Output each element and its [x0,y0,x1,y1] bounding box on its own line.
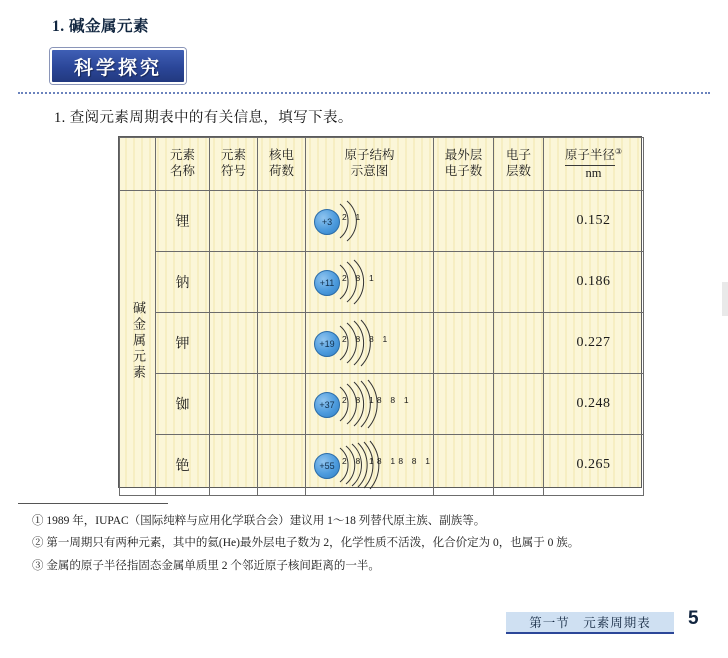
cell-atomic-structure [306,191,434,252]
task-instruction: 1. 查阅元素周期表中的有关信息，填写下表。 [54,110,353,126]
cell-outer-electrons[interactable] [434,252,494,313]
cell-atomic-radius: 0.186 [544,252,644,313]
header-element-symbol-line2: 符号 [220,164,246,178]
header-nuclear-charge-line1: 核电 [268,148,294,163]
shell-electron-numbers: 2 8 1 [342,273,377,283]
shell-electron-numbers: 2 8 18 18 8 1 [342,456,434,466]
cell-element-name: 钾 [156,313,210,374]
cell-shell-count[interactable] [494,374,544,435]
cell-shell-count[interactable] [494,191,544,252]
cell-outer-electrons[interactable] [434,374,494,435]
cell-nuclear-charge[interactable] [258,374,306,435]
cell-atomic-radius: 0.248 [544,374,644,435]
cell-atomic-structure [306,435,434,496]
header-atomic-radius-line1 [544,147,643,166]
cell-element-name: 钠 [156,252,210,313]
footnote-3: ③ 金属的原子半径指固态金属单质里 2 个邻近原子核间距离的一半。 [32,559,380,572]
cell-element-symbol[interactable] [210,191,258,252]
cell-outer-electrons[interactable] [434,313,494,374]
header-atomic-radius-text: 原子半径 [565,148,615,166]
header-element-name-line1: 元素 [169,148,195,163]
header-outer-electrons-line1: 最外层 [444,148,483,163]
cell-element-name: 锂 [156,191,210,252]
header-atomic-structure-line1: 原子结构 [344,148,395,163]
cell-outer-electrons[interactable] [434,435,494,496]
cell-atomic-structure [306,313,434,374]
footnote-marker-3: ③ [614,146,623,156]
divider-dotted [18,92,710,94]
page-edge-mark [722,282,728,316]
nucleus-charge: +19 [314,331,340,357]
cell-atomic-radius: 0.227 [544,313,644,374]
header-atomic-structure-line2: 示意图 [350,164,389,178]
nucleus-charge: +11 [314,270,340,296]
cell-atomic-radius: 0.265 [544,435,644,496]
header-atomic-radius-unit: nm [585,165,602,180]
cell-nuclear-charge[interactable] [258,191,306,252]
footnote-divider [18,503,168,504]
header-outer-electrons [434,138,494,191]
cell-nuclear-charge[interactable] [258,252,306,313]
table-row [120,374,644,435]
footer-label-text: 第一节 元素周期表 [529,616,651,630]
header-shell-count-line2: 层数 [505,164,531,178]
header-shell-count [494,138,544,191]
cell-element-symbol[interactable] [210,435,258,496]
page-number: 5 [688,608,699,629]
atom-diagram [306,192,433,250]
cell-element-symbol[interactable] [210,313,258,374]
header-nuclear-charge [258,138,306,191]
footer-section-label [506,612,674,634]
banner-label: 科学探究 [73,56,162,79]
cell-atomic-radius: 0.152 [544,191,644,252]
cell-outer-electrons[interactable] [434,191,494,252]
header-outer-electrons-line2: 电子数 [444,164,483,178]
header-element-symbol [210,138,258,191]
cell-shell-count[interactable] [494,435,544,496]
cell-element-symbol[interactable] [210,374,258,435]
cell-element-symbol[interactable] [210,252,258,313]
header-shell-count-line1: 电子 [505,148,531,163]
cell-atomic-structure [306,374,434,435]
page-title: 1. 碱金属元素 [52,18,150,35]
cell-nuclear-charge[interactable] [258,313,306,374]
table-row [120,435,644,496]
nucleus-charge: +55 [314,453,340,479]
header-element-name-line2: 名称 [169,164,195,178]
science-inquiry-banner [50,48,186,84]
header-atomic-structure [306,138,434,191]
cell-element-name: 铷 [156,374,210,435]
shell-electron-numbers: 2 8 8 1 [342,334,391,344]
header-element-name [156,138,210,191]
footnotes [32,510,692,577]
atom-diagram [306,436,433,494]
shell-electron-numbers: 2 1 [342,212,364,222]
table-header-row [120,138,644,191]
alkali-metals-table [118,136,642,488]
atom-diagram [306,253,433,311]
row-group-label [120,191,156,496]
table-row [120,252,644,313]
atom-diagram [306,375,433,433]
cell-nuclear-charge[interactable] [258,435,306,496]
cell-atomic-structure [306,252,434,313]
cell-shell-count[interactable] [494,313,544,374]
nucleus-charge: +37 [314,392,340,418]
cell-shell-count[interactable] [494,252,544,313]
cell-element-name: 铯 [156,435,210,496]
header-element-symbol-line1: 元素 [220,148,246,163]
row-group-label-text: 碱金属元素 [130,301,146,381]
footnote-2: ② 第一周期只有两种元素，其中的氦(He)最外层电子数为 2，化学性质不活泼，化合价定为 0，也属于 0 族。 [32,537,580,550]
shell-electron-numbers: 2 8 18 8 1 [342,395,412,405]
nucleus-charge: +3 [314,209,340,235]
header-atomic-radius [544,138,644,191]
table-row [120,313,644,374]
header-nuclear-charge-line2: 荷数 [268,164,294,178]
table-row [120,191,644,252]
footnote-1: ① 1989 年，IUPAC（国际纯粹与应用化学联合会）建议用 1～18 列替代原主族、副族等。 [32,515,486,527]
header-group-blank [120,138,156,191]
atom-diagram [306,314,433,372]
